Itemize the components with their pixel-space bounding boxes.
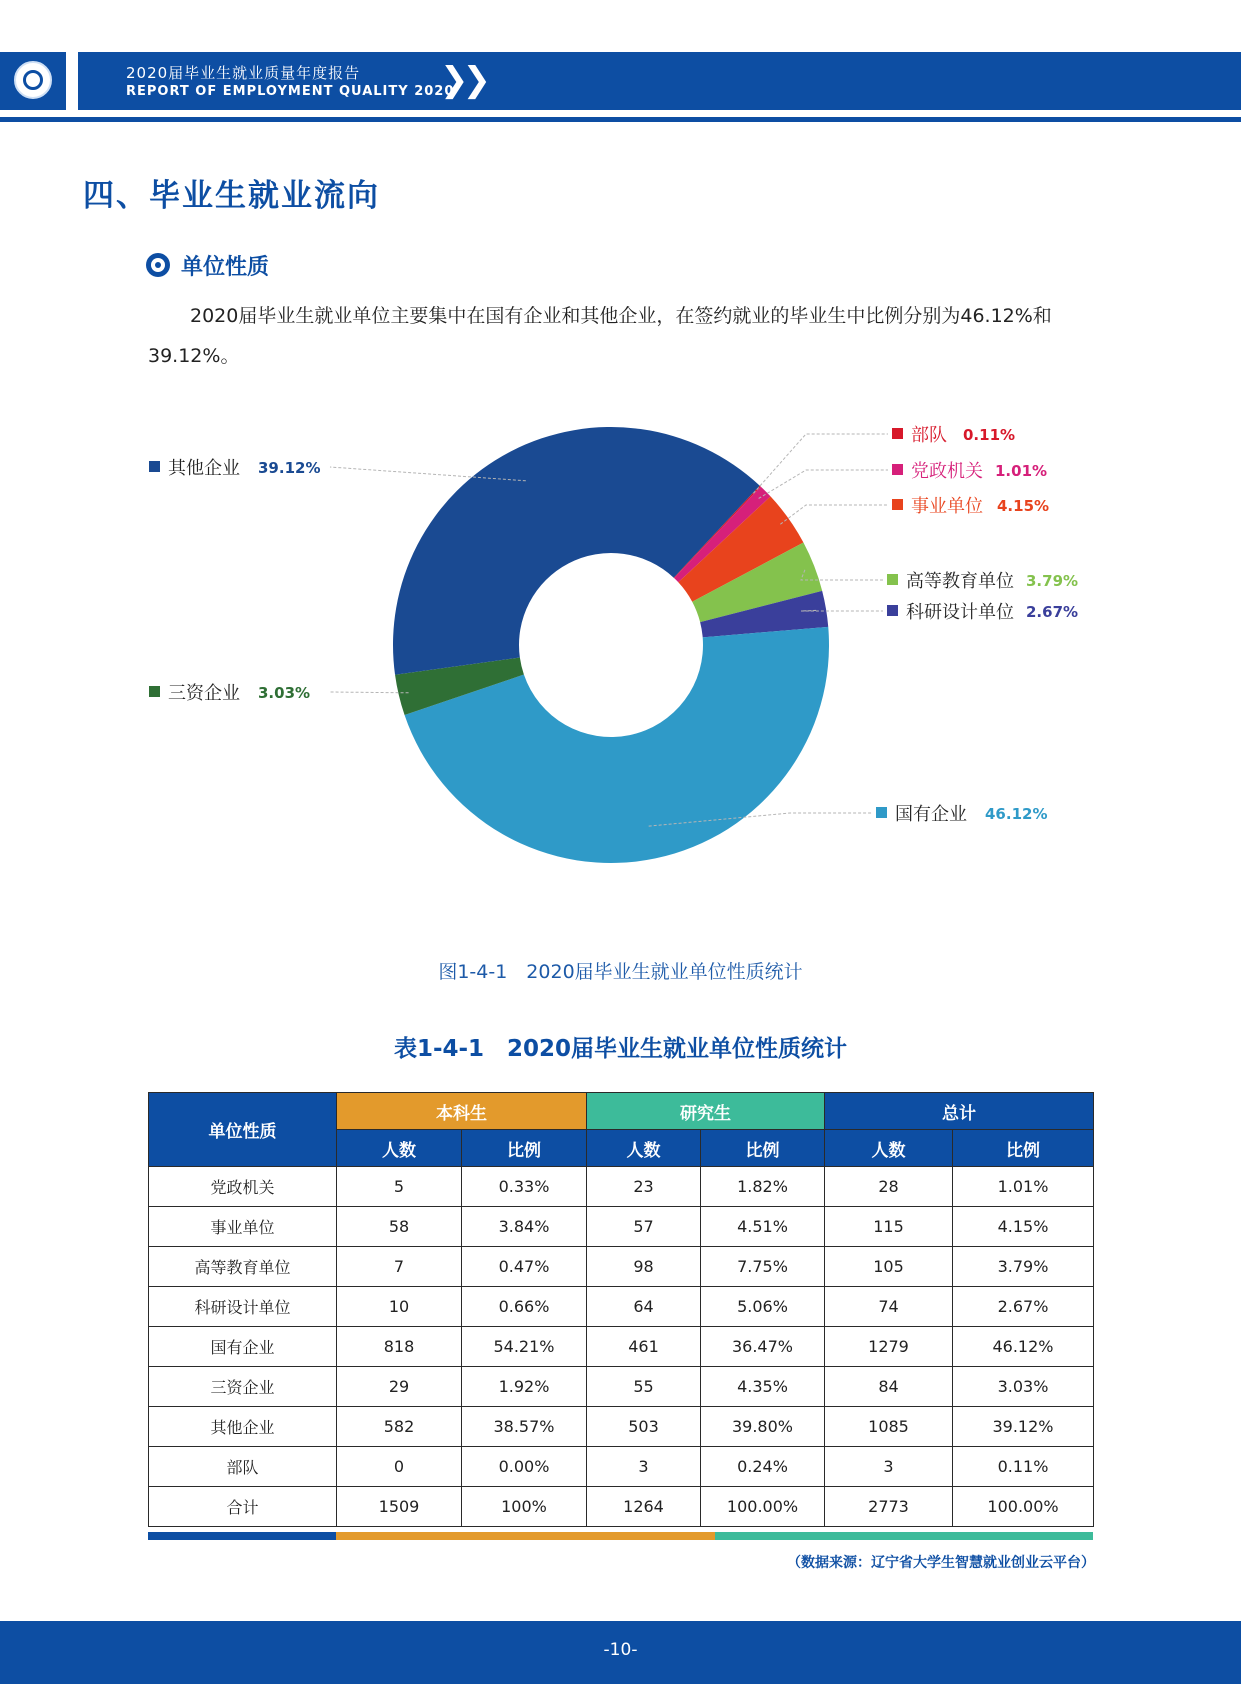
header-logo-box <box>0 52 66 110</box>
value-cell: 39.12% <box>953 1407 1094 1447</box>
legend-swatch <box>149 686 160 697</box>
value-cell: 29 <box>337 1367 462 1407</box>
row-label-cell: 合计 <box>149 1487 337 1527</box>
value-cell: 55 <box>587 1367 701 1407</box>
value-cell: 2773 <box>825 1487 953 1527</box>
value-cell: 818 <box>337 1327 462 1367</box>
slice-label: 党政机关 <box>911 461 983 482</box>
header-graduate: 研究生 <box>587 1093 825 1130</box>
leader-line <box>759 470 888 498</box>
slice-percentage: 3.03% <box>258 684 311 702</box>
slice-percentage: 4.15% <box>997 497 1050 515</box>
row-label-cell: 高等教育单位 <box>149 1247 337 1287</box>
table-row <box>149 1367 1094 1407</box>
row-label-cell: 三资企业 <box>149 1367 337 1407</box>
subheader-count: 人数 <box>825 1130 953 1167</box>
leader-line <box>780 505 888 524</box>
value-cell: 28 <box>825 1167 953 1207</box>
slice-label: 三资企业 <box>168 683 240 704</box>
table-row <box>149 1407 1094 1447</box>
row-label-cell: 党政机关 <box>149 1167 337 1207</box>
value-cell: 5.06% <box>701 1287 825 1327</box>
slice-label: 科研设计单位 <box>906 602 1014 623</box>
value-cell: 1085 <box>825 1407 953 1447</box>
value-cell: 58 <box>337 1207 462 1247</box>
section-title: 四、毕业生就业流向 <box>83 178 380 214</box>
data-source-note: （数据来源：辽宁省大学生智慧就业创业云平台） <box>787 1555 1095 1571</box>
stats-table <box>148 1092 1094 1527</box>
table-foot-bar-green <box>715 1532 1093 1540</box>
value-cell: 0.00% <box>462 1447 587 1487</box>
leader-line <box>801 610 883 611</box>
value-cell: 74 <box>825 1287 953 1327</box>
value-cell: 5 <box>337 1167 462 1207</box>
value-cell: 54.21% <box>462 1327 587 1367</box>
slice-label: 部队 <box>911 425 947 446</box>
table-foot-bar-orange <box>336 1532 715 1540</box>
subheader-ratio: 比例 <box>701 1130 825 1167</box>
header-title-en: REPORT OF EMPLOYMENT QUALITY 2020 <box>126 84 455 99</box>
table-row <box>149 1487 1094 1527</box>
value-cell: 100.00% <box>701 1487 825 1527</box>
legend-swatch <box>876 807 887 818</box>
university-logo <box>14 61 52 99</box>
chevron-right-icon: ❯❯ <box>440 60 485 100</box>
value-cell: 1.92% <box>462 1367 587 1407</box>
slice-label: 国有企业 <box>895 804 967 825</box>
table-row <box>149 1327 1094 1367</box>
value-cell: 1279 <box>825 1327 953 1367</box>
header-unit-type: 单位性质 <box>149 1093 337 1167</box>
table-row <box>149 1287 1094 1327</box>
value-cell: 38.57% <box>462 1407 587 1447</box>
value-cell: 4.35% <box>701 1367 825 1407</box>
value-cell: 23 <box>587 1167 701 1207</box>
value-cell: 100.00% <box>953 1487 1094 1527</box>
slice-label: 其他企业 <box>168 458 240 479</box>
value-cell: 4.15% <box>953 1207 1094 1247</box>
donut-chart <box>0 395 1241 925</box>
value-cell: 1.82% <box>701 1167 825 1207</box>
table-foot-bar-blue <box>148 1532 336 1540</box>
legend-swatch <box>892 499 903 510</box>
subsection-title: 单位性质 <box>181 255 270 280</box>
row-label-cell: 其他企业 <box>149 1407 337 1447</box>
page-number: -10- <box>603 1640 638 1660</box>
value-cell: 64 <box>587 1287 701 1327</box>
row-label-cell: 部队 <box>149 1447 337 1487</box>
value-cell: 46.12% <box>953 1327 1094 1367</box>
table-row <box>149 1167 1094 1207</box>
header-undergrad: 本科生 <box>337 1093 587 1130</box>
legend-swatch <box>887 574 898 585</box>
subheader-ratio: 比例 <box>953 1130 1094 1167</box>
table-row <box>149 1207 1094 1247</box>
legend-swatch <box>892 428 903 439</box>
slice-percentage: 1.01% <box>995 462 1048 480</box>
value-cell: 461 <box>587 1327 701 1367</box>
table-row <box>149 1447 1094 1487</box>
slice-percentage: 2.67% <box>1026 603 1079 621</box>
value-cell: 0.11% <box>953 1447 1094 1487</box>
value-cell: 36.47% <box>701 1327 825 1367</box>
value-cell: 1.01% <box>953 1167 1094 1207</box>
value-cell: 582 <box>337 1407 462 1447</box>
table-row <box>149 1247 1094 1287</box>
slice-percentage: 0.11% <box>963 426 1016 444</box>
row-label-cell: 科研设计单位 <box>149 1287 337 1327</box>
subheader-count: 人数 <box>587 1130 701 1167</box>
value-cell: 1509 <box>337 1487 462 1527</box>
header-divider <box>0 117 1241 122</box>
row-label-cell: 国有企业 <box>149 1327 337 1367</box>
header-total: 总计 <box>825 1093 1094 1130</box>
value-cell: 3.84% <box>462 1207 587 1247</box>
value-cell: 84 <box>825 1367 953 1407</box>
value-cell: 2.67% <box>953 1287 1094 1327</box>
value-cell: 105 <box>825 1247 953 1287</box>
slice-label: 高等教育单位 <box>906 571 1014 592</box>
subheader-count: 人数 <box>337 1130 462 1167</box>
leader-line <box>330 692 409 693</box>
legend-swatch <box>892 464 903 475</box>
value-cell: 4.51% <box>701 1207 825 1247</box>
slice-percentage: 46.12% <box>985 805 1048 823</box>
row-label-cell: 事业单位 <box>149 1207 337 1247</box>
value-cell: 3 <box>587 1447 701 1487</box>
value-cell: 0.24% <box>701 1447 825 1487</box>
value-cell: 0.33% <box>462 1167 587 1207</box>
value-cell: 1264 <box>587 1487 701 1527</box>
value-cell: 100% <box>462 1487 587 1527</box>
value-cell: 39.80% <box>701 1407 825 1447</box>
value-cell: 98 <box>587 1247 701 1287</box>
subheader-ratio: 比例 <box>462 1130 587 1167</box>
value-cell: 115 <box>825 1207 953 1247</box>
slice-percentage: 3.79% <box>1026 572 1079 590</box>
value-cell: 10 <box>337 1287 462 1327</box>
figure-caption: 图1-4-1 2020届毕业生就业单位性质统计 <box>438 961 803 983</box>
legend-swatch <box>887 605 898 616</box>
value-cell: 3.03% <box>953 1367 1094 1407</box>
value-cell: 0.47% <box>462 1247 587 1287</box>
value-cell: 0.66% <box>462 1287 587 1327</box>
value-cell: 503 <box>587 1407 701 1447</box>
value-cell: 57 <box>587 1207 701 1247</box>
legend-swatch <box>149 461 160 472</box>
header-title-cn: 2020届毕业生就业质量年度报告 <box>126 64 361 82</box>
value-cell: 3.79% <box>953 1247 1094 1287</box>
value-cell: 7 <box>337 1247 462 1287</box>
slice-label: 事业单位 <box>911 496 983 517</box>
value-cell: 7.75% <box>701 1247 825 1287</box>
leader-line <box>753 434 888 493</box>
value-cell: 0 <box>337 1447 462 1487</box>
intro-paragraph: 2020届毕业生就业单位主要集中在国有企业和其他企业，在签约就业的毕业生中比例分别为46.12%和39.12%。 <box>148 305 1052 367</box>
table-body <box>149 1167 1094 1527</box>
value-cell: 3 <box>825 1447 953 1487</box>
slice-percentage: 39.12% <box>258 459 321 477</box>
bullet-emblem-icon <box>146 253 170 277</box>
table-caption: 表1-4-1 2020届毕业生就业单位性质统计 <box>393 1036 848 1062</box>
